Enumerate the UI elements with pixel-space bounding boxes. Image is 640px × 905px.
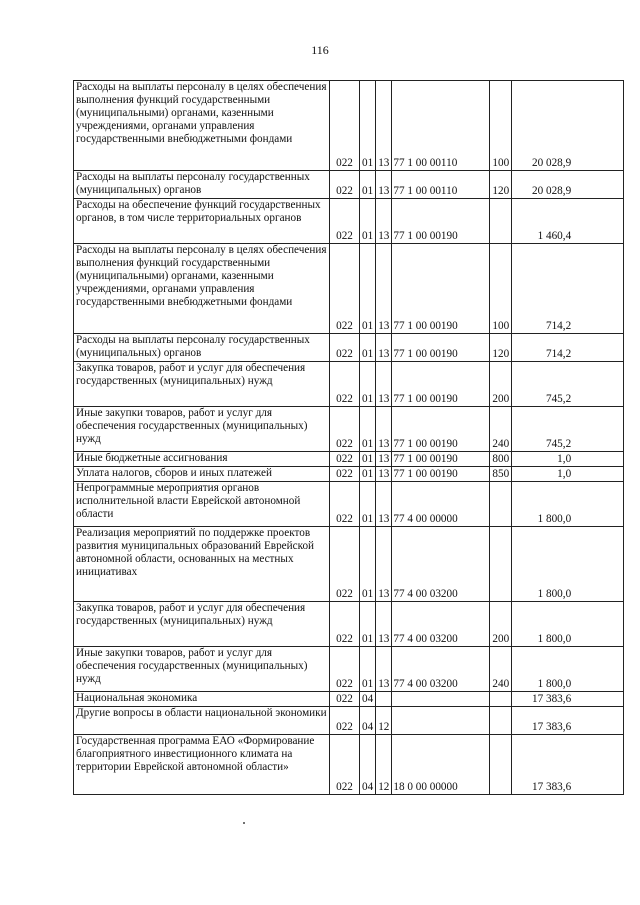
target-article-code: 77 1 00 00190 [392,244,490,334]
expense-kind-code [490,692,512,707]
subsection-code: 13 [376,452,392,467]
ministry-code: 022 [330,452,360,467]
ministry-code: 022 [330,527,360,602]
ministry-code: 022 [330,171,360,199]
section-code: 04 [360,707,376,735]
target-article-code [392,707,490,735]
section-code: 01 [360,602,376,647]
amount: 714,2 [512,244,624,334]
table-row [74,199,624,244]
expense-kind-code [490,707,512,735]
table-row [74,171,624,199]
target-article-code: 77 1 00 00190 [392,407,490,452]
target-article-code: 77 4 00 03200 [392,647,490,692]
row-name: Реализация мероприятий по поддержке проектов развития муниципальных образований Еврейской автономной области, основанных на местных инициативах [74,527,330,602]
ministry-code: 022 [330,692,360,707]
ministry-code: 022 [330,707,360,735]
expense-kind-code: 100 [490,81,512,171]
table-row [74,407,624,452]
section-code: 01 [360,452,376,467]
target-article-code: 77 1 00 00190 [392,452,490,467]
expense-kind-code: 850 [490,467,512,482]
expense-kind-code: 120 [490,171,512,199]
expense-kind-code: 200 [490,362,512,407]
section-code: 04 [360,735,376,795]
subsection-code: 13 [376,171,392,199]
subsection-code: 13 [376,467,392,482]
amount: 714,2 [512,334,624,362]
row-name: Государственная программа ЕАО «Формирование благоприятного инвестиционного климата на территории Еврейской автономной области» [74,735,330,795]
ministry-code: 022 [330,735,360,795]
section-code: 01 [360,647,376,692]
table-row [74,692,624,707]
target-article-code: 77 1 00 00110 [392,171,490,199]
ministry-code: 022 [330,467,360,482]
target-article-code: 77 1 00 00110 [392,81,490,171]
row-name: Расходы на выплаты персоналу в целях обеспечения выполнения функций государственными (муниципальными) органами, казенными учреждениями, органами управления государственными внебюджетными фондами [74,81,330,171]
subsection-code: 13 [376,362,392,407]
ministry-code: 022 [330,407,360,452]
target-article-code: 77 1 00 00190 [392,199,490,244]
subsection-code: 13 [376,602,392,647]
target-article-code: 77 4 00 03200 [392,602,490,647]
ministry-code: 022 [330,334,360,362]
subsection-code: 13 [376,647,392,692]
row-name: Иные бюджетные ассигнования [74,452,330,467]
amount: 20 028,9 [512,171,624,199]
ministry-code: 022 [330,244,360,334]
expense-kind-code: 240 [490,647,512,692]
expense-kind-code: 200 [490,602,512,647]
table-row [74,81,624,171]
subsection-code: 13 [376,527,392,602]
row-name: Иные закупки товаров, работ и услуг для обеспечения государственных (муниципальных) нужд [74,407,330,452]
expense-kind-code: 120 [490,334,512,362]
amount: 17 383,6 [512,707,624,735]
row-name: Иные закупки товаров, работ и услуг для обеспечения государственных (муниципальных) нужд [74,647,330,692]
row-name: Расходы на выплаты персоналу в целях обеспечения выполнения функций государственными (муниципальными) органами, казенными учреждениями, органами управления государственными внебюджетными фондами [74,244,330,334]
amount: 20 028,9 [512,81,624,171]
subsection-code: 12 [376,707,392,735]
row-name: Закупка товаров, работ и услуг для обеспечения государственных (муниципальных) нужд [74,602,330,647]
ministry-code: 022 [330,647,360,692]
row-name: Национальная экономика [74,692,330,707]
target-article-code: 77 1 00 00190 [392,362,490,407]
row-name: Уплата налогов, сборов и иных платежей [74,467,330,482]
amount: 1 800,0 [512,527,624,602]
row-name: Расходы на выплаты персоналу государственных (муниципальных) органов [74,334,330,362]
section-code: 04 [360,692,376,707]
ministry-code: 022 [330,602,360,647]
expense-kind-code [490,199,512,244]
expense-kind-code: 240 [490,407,512,452]
amount: 1 460,4 [512,199,624,244]
target-article-code: 77 1 00 00190 [392,467,490,482]
expense-kind-code [490,482,512,527]
subsection-code: 13 [376,199,392,244]
budget-table [73,80,624,795]
page-number: 116 [311,43,329,57]
amount: 1 800,0 [512,602,624,647]
subsection-code: 13 [376,482,392,527]
table-row [74,334,624,362]
amount: 745,2 [512,362,624,407]
section-code: 01 [360,467,376,482]
table-row [74,482,624,527]
amount: 17 383,6 [512,692,624,707]
table-row [74,362,624,407]
table-row [74,735,624,795]
row-name: Закупка товаров, работ и услуг для обеспечения государственных (муниципальных) нужд [74,362,330,407]
row-name: Расходы на выплаты персоналу государственных (муниципальных) органов [74,171,330,199]
row-name: Непрограммные мероприятия органов исполнительной власти Еврейской автономной области [74,482,330,527]
ministry-code: 022 [330,199,360,244]
amount: 1 800,0 [512,482,624,527]
table-row [74,244,624,334]
subsection-code: 13 [376,334,392,362]
target-article-code: 77 4 00 03200 [392,527,490,602]
ministry-code: 022 [330,81,360,171]
ministry-code: 022 [330,362,360,407]
subsection-code: 13 [376,407,392,452]
expense-kind-code [490,527,512,602]
amount: 17 383,6 [512,735,624,795]
target-article-code [392,692,490,707]
section-code: 01 [360,199,376,244]
row-name: Расходы на обеспечение функций государственных органов, в том числе территориальных органов [74,199,330,244]
amount: 745,2 [512,407,624,452]
section-code: 01 [360,362,376,407]
ministry-code: 022 [330,482,360,527]
section-code: 01 [360,81,376,171]
section-code: 01 [360,334,376,362]
expense-kind-code [490,735,512,795]
section-code: 01 [360,244,376,334]
target-article-code: 18 0 00 00000 [392,735,490,795]
subsection-code: 12 [376,735,392,795]
subsection-code [376,692,392,707]
target-article-code: 77 1 00 00190 [392,334,490,362]
subsection-code: 13 [376,81,392,171]
section-code: 01 [360,407,376,452]
table-row [74,707,624,735]
table-row [74,647,624,692]
amount: 1 800,0 [512,647,624,692]
row-name: Другие вопросы в области национальной экономики [74,707,330,735]
table-row [74,602,624,647]
table-row [74,452,624,467]
expense-kind-code: 100 [490,244,512,334]
scan-speck [243,822,245,824]
amount: 1,0 [512,452,624,467]
section-code: 01 [360,171,376,199]
table-row [74,527,624,602]
section-code: 01 [360,527,376,602]
expense-kind-code: 800 [490,452,512,467]
table-row [74,467,624,482]
subsection-code: 13 [376,244,392,334]
amount: 1,0 [512,467,624,482]
target-article-code: 77 4 00 00000 [392,482,490,527]
section-code: 01 [360,482,376,527]
